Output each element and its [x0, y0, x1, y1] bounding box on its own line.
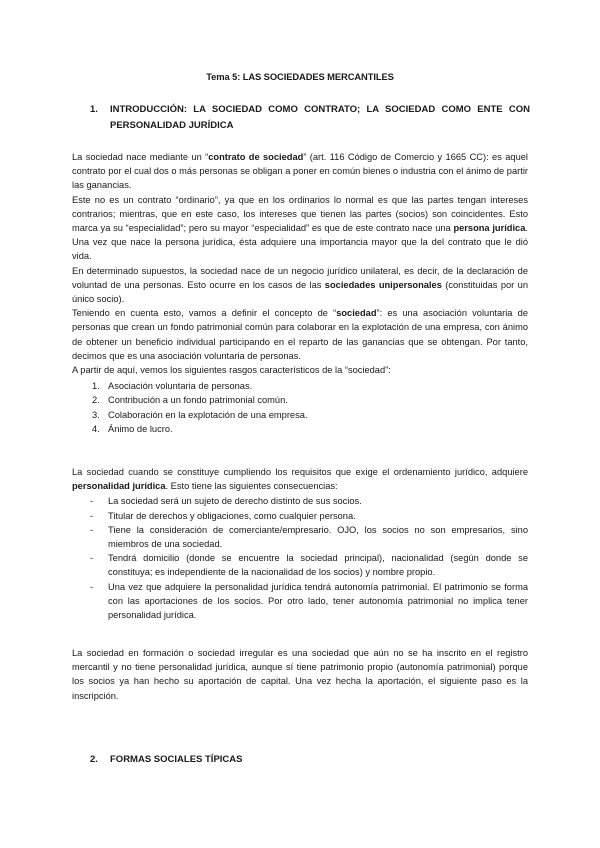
paragraph-legal-personality — [72, 465, 528, 493]
list-item-text: Ánimo de lucro. — [108, 423, 173, 434]
section-2-number: 2. — [90, 754, 98, 765]
list-item — [72, 494, 528, 508]
list-item — [72, 379, 528, 393]
dash-bullet: - — [90, 524, 94, 535]
p1-text-c: ” (art. 116 Código de Comercio y 1665 CC): es aquel contrato por el cual dos o más personas se obligan a poner en común bienes o industria con el ánimo de partir las ganancias. — [72, 152, 528, 191]
section-2-title: FORMAS SOCIALES TÍPICAS — [110, 754, 243, 765]
list-item — [72, 422, 528, 436]
p1-bold: contrato de sociedad — [208, 152, 304, 162]
list-item-text: Una vez que adquiere la personalidad jurídica tendrá autonomía patrimonial. El patrimonio se forma con las aportaciones de los socios. Por otro lado, tener autonomía patrimonial no implica tener personalidad jurídica. — [108, 581, 528, 621]
list-item-text: Contribución a un fondo patrimonial común. — [108, 395, 288, 406]
dash-bullet: - — [90, 581, 94, 592]
paragraph-definition — [72, 306, 528, 363]
p6-text-c: . Esto tiene las siguientes consecuencias: — [165, 481, 338, 492]
section-1-title: INTRODUCCIÓN: LA SOCIEDAD COMO CONTRATO; LA SOCIEDAD COMO ENTE CON PERSONALIDAD JURÍDICA — [110, 104, 530, 131]
dash-bullet: - — [90, 510, 94, 521]
list-item-number: 2. — [92, 395, 100, 406]
body-part-2 — [72, 465, 528, 622]
p2-bold: persona jurídica — [453, 223, 526, 234]
list-item — [72, 509, 528, 523]
list-item — [72, 580, 528, 623]
list-item — [72, 408, 528, 422]
p3-text-a: En determinado supuestos, la sociedad nace de un negocio jurídico unilateral, es decir, de la declaración de voluntad de una personas. Esto ocurre en los casos de las — [72, 265, 528, 290]
paragraph-unilateral — [72, 264, 528, 307]
p4-text-a: Teniendo en cuenta esto, vamos a definir el concepto de “ — [72, 308, 337, 319]
list-item-text: Titular de derechos y obligaciones, como cualquier persona. — [108, 510, 356, 521]
section-2-heading — [90, 752, 530, 768]
list-item — [72, 551, 528, 579]
p6-text-a: La sociedad cuando se constituye cumpliendo los requisitos que exige el ordenamiento jurídico, adquiere — [72, 467, 528, 477]
list-item — [72, 523, 528, 551]
list-item — [72, 393, 528, 407]
p3-text-c: (constituidas por un único socio). — [72, 279, 528, 305]
consequences-list — [72, 494, 528, 622]
paragraph-ordinary — [72, 193, 528, 264]
body-part-3 — [72, 646, 528, 703]
list-item-text: Colaboración en la explotación de una empresa. — [108, 409, 308, 420]
section-1-heading — [90, 102, 530, 134]
paragraph-irregular-society: La sociedad en formación o sociedad irregular es una sociedad que aún no se ha inscrito en el registro mercantil y no tiene personalidad jurídica, aunque sí tiene patrimonio propio (autonomía patrimonial) porque los socios ya han hecho su aportación de capital. Una vez hecha la aportación, el siguiente paso es la inscripción. — [72, 648, 528, 701]
list-item-number: 3. — [92, 409, 100, 420]
p6-bold: personalidad jurídica — [72, 481, 166, 492]
list-item-text: La sociedad será un sujeto de derecho distinto de sus socios. — [108, 496, 362, 507]
p1-text-a: La sociedad nace mediante un “ — [72, 152, 209, 162]
section-1-number: 1. — [90, 104, 98, 115]
list-item-text: Asociación voluntaria de personas. — [108, 381, 253, 392]
dash-bullet: - — [90, 553, 94, 564]
p4-bold: sociedad — [336, 308, 377, 319]
paragraph-contract — [72, 150, 528, 193]
p4-text-c: ”: es una asociación voluntaria de personas que crean un fondo patrimonial común para colaborar en la explotación de una empresa, con ánimo de obtener un beneficio individual participando en el reparto de las ganancias que se obtengan. Por tanto, decimos que es una asociación voluntaria de personas. — [72, 308, 528, 361]
page-title: Tema 5: LAS SOCIEDADES MERCANTILES — [206, 71, 394, 82]
p2-text-c: . Una vez que nace la persona jurídica, ésta adquiere una importancia mayor que la del contrato que le dió vida. — [72, 223, 528, 262]
p3-bold: sociedades unipersonales — [324, 279, 442, 290]
traits-list — [72, 379, 528, 436]
p2-text-a: Este no es un contrato “ordinario”, ya que en los ordinarios lo normal es que las partes tengan intereses contrarios; mientras, que en este caso, los intereses que tienen las partes (socios) son coincidentes. Esto marca ya su “especialidad”; pero su mayor “especialidad” es que de este contrato nace una — [72, 194, 528, 234]
list-item-number: 4. — [92, 423, 100, 434]
list-item-text: Tendrá domicilio (donde se encuentre la sociedad principal), nacionalidad (según donde se constituya; es independiente de la nacionalidad de los socios) y nombre propio. — [108, 553, 528, 578]
body-part-1 — [72, 150, 528, 436]
paragraph-traits-intro: A partir de aquí, vemos los siguientes rasgos característicos de la “sociedad”: — [72, 365, 391, 376]
list-item-text: Tiene la consideración de comerciante/empresario. OJO, los socios no son empresarios, sino miembros de una sociedad. — [108, 524, 528, 550]
dash-bullet: - — [90, 496, 94, 507]
list-item-number: 1. — [92, 381, 100, 392]
